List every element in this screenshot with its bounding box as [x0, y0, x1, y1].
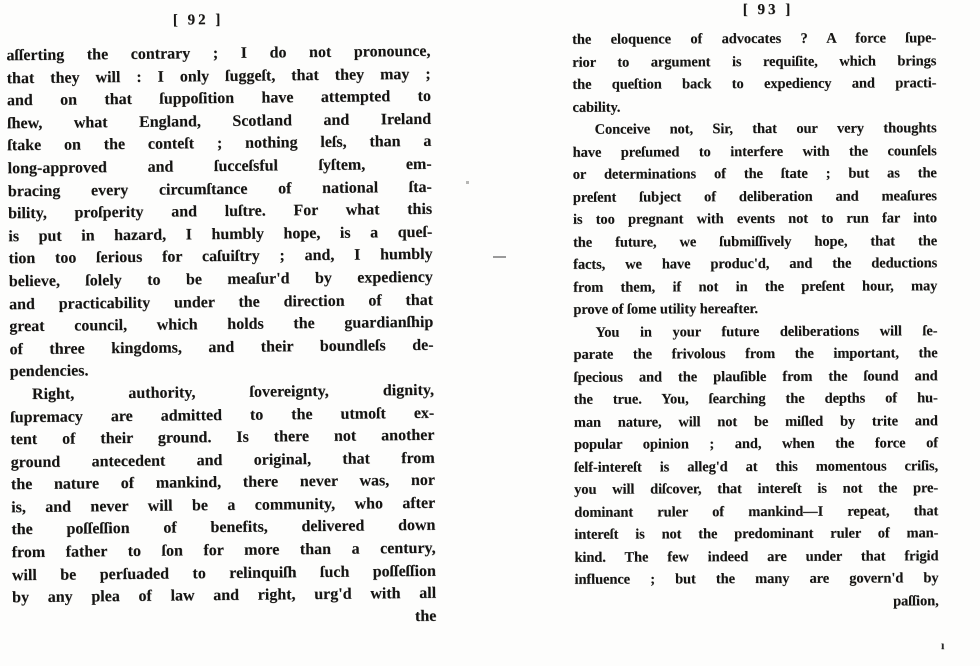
text-line: the poſſeſſion of benefits, delivered down [11, 517, 436, 539]
text-line: ſelf-intereſt is alleg'd at this momentous criſis, [573, 457, 939, 476]
page-number-93: [ 93 ] [742, 1, 794, 19]
text-line: tent of their ground. Is there not another [10, 426, 435, 449]
text-line: and on that ſuppoſition have attempted to [6, 87, 431, 110]
page-93-text [572, 27, 939, 614]
text-line: the queſtion back to expediency and practi- [572, 75, 937, 93]
text-line: kind. The few indeed are under that frigid [574, 547, 939, 566]
text-line: the true. You, ſearching the depths of hu- [573, 390, 938, 408]
text-line: that they will : I only ſuggeſt, that they may ; [6, 65, 431, 87]
text-line: or determinations of the ſtate ; but as the [572, 165, 937, 183]
text-line: parate the frivolous from the important, the [573, 345, 938, 363]
catchword: paſſion, [893, 592, 939, 609]
text-line: of three kingdoms, and their boundleſs de- [9, 336, 434, 358]
scan-dash-artifact [493, 256, 506, 258]
page-93 [572, 1, 939, 614]
signature-mark: ı [941, 638, 945, 652]
text-line: the nature of mankind, there never was, nor [10, 472, 436, 494]
text-line: cability. [572, 99, 621, 116]
text-line: and practicability under the direction of that [8, 291, 434, 313]
text-line: is put in hazard, I humbly hope, is a queſ- [8, 223, 433, 245]
text-line: great council, which holds the guardianſhip [9, 313, 434, 336]
text-line: is too pregnant with events not to run far into [572, 210, 937, 228]
text-line: Conceive not, Sir, that our very thoughts [594, 120, 937, 138]
text-line: believe, ſolely to be meaſur'd by expediency [8, 268, 433, 291]
text-line: facts, we have produc'd, and the deductions [573, 255, 938, 273]
page-92-text [6, 41, 436, 633]
text-line: influence ; but the many are govern'd by [574, 570, 939, 588]
text-line: man nature, will not be miſled by trite and [573, 412, 938, 431]
text-line: ſtake on the conteſt ; nothing leſs, than a [7, 133, 432, 155]
text-line: preſent ſubject of deliberation and meaſures [572, 187, 937, 206]
text-line: Right, authority, ſovereignty, dignity, [31, 381, 435, 403]
text-line: aſſerting the contrary ; I do not pronounce, [6, 42, 431, 65]
text-line: ſpecious and the plauſible from the ſound and [573, 367, 938, 386]
text-line: the eloquence of advocates ? A force ſupe- [572, 30, 937, 48]
text-line: you will diſcover, that intereſt is not the pre- [574, 480, 939, 498]
text-line: pendencies. [9, 362, 89, 381]
page-92 [6, 10, 436, 633]
text-line: rior to argument is requiſite, which brings [572, 52, 937, 71]
text-line: ſhew, what England, Scotland and Ireland [7, 110, 432, 132]
text-line: You in your future deliberations will ſe- [595, 322, 938, 341]
text-line: long-approved and ſucceſsful ſyſtem, em- [7, 155, 432, 178]
text-line: have preſumed to interfere with the counſels [572, 142, 937, 161]
text-line: popular opinion ; and, when the force of [573, 435, 938, 453]
text-line: is, and never will be a community, who after [11, 494, 436, 517]
text-line: from father to ſon for more than a century, [11, 539, 436, 562]
text-line: tion too ſerious for caſuiſtry ; and, I humbly [8, 246, 433, 268]
text-line: by any plea of law and right, urg'd with all [12, 584, 437, 607]
text-line: bracing every circumſtance of national ſta- [7, 178, 432, 200]
text-line: ſupremacy are admitted to the utmoſt ex- [10, 404, 435, 426]
text-line: intereſt is not the predominant ruler of man- [574, 525, 939, 543]
scan-speck-artifact [466, 181, 469, 184]
text-line: from them, if not in the preſent hour, may [573, 277, 938, 296]
catchword: the [414, 607, 437, 625]
text-line: prove of ſome utility hereafter. [573, 300, 758, 318]
text-line: bility, proſperity and luſtre. For what this [8, 200, 433, 223]
text-line: dominant ruler of mankind—I repeat, that [574, 502, 939, 521]
page-number-92: [ 92 ] [172, 11, 224, 29]
text-line: will be perſuaded to relinquiſh ſuch poſſeſſion [11, 562, 436, 584]
text-line: ground antecedent and original, that from [10, 449, 435, 471]
text-line: the future, we ſubmiſſively hope, that the [573, 232, 938, 251]
